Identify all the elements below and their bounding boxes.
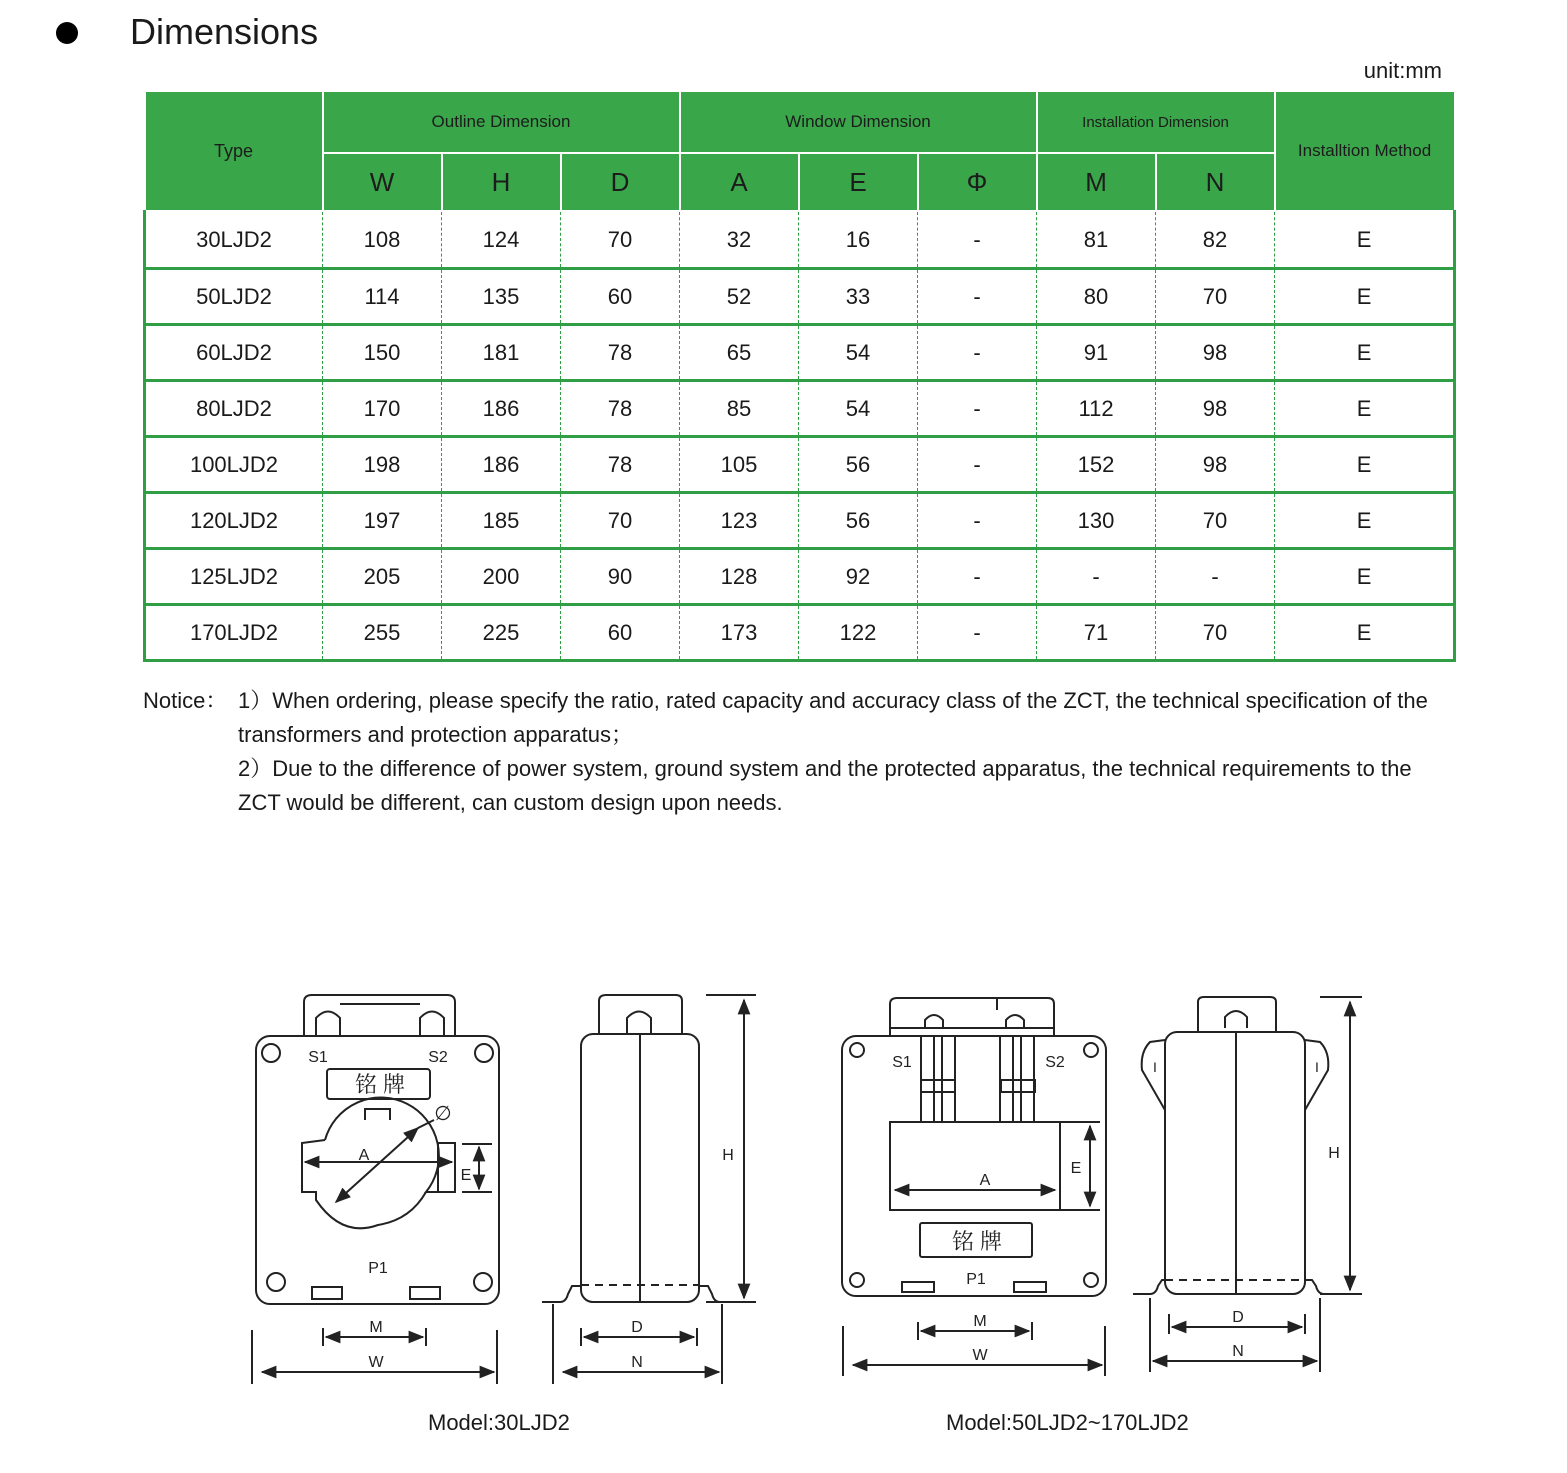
cell-e: 16 [799,211,918,269]
cell-method: E [1275,605,1455,661]
cell-phi: - [918,437,1037,493]
cell-e: 56 [799,437,918,493]
cell-n: 70 [1156,269,1275,325]
cell-e: 33 [799,269,918,325]
cell-w: 205 [323,549,442,605]
cell-e: 54 [799,325,918,381]
cell-w: 108 [323,211,442,269]
installation-method-header: Installtion Method [1275,91,1455,211]
page-title: Dimensions [130,11,319,52]
notice [143,684,1433,820]
cell-m: - [1037,549,1156,605]
cell-a: 123 [680,493,799,549]
cell-h: 200 [442,549,561,605]
cell-n: 82 [1156,211,1275,269]
unit-label: unit:mm [1363,58,1442,83]
side-view-30ljd2 [542,995,756,1384]
col-header-h: H [442,153,561,211]
cell-type: 125LJD2 [145,549,323,605]
cell-a: 52 [680,269,799,325]
cell-type: 60LJD2 [145,325,323,381]
cell-m: 91 [1037,325,1156,381]
cell-method: E [1275,381,1455,437]
cell-m: 81 [1037,211,1156,269]
i-label-left: I [1153,1059,1157,1075]
cell-method: E [1275,269,1455,325]
window-dimension-header: Window Dimension [680,91,1037,153]
cell-d: 60 [561,269,680,325]
dimensions-table [143,90,1456,662]
cell-phi: - [918,269,1037,325]
cell-m: 80 [1037,269,1156,325]
a-label-2: A [979,1172,991,1189]
m-label-2: M [973,1313,987,1330]
caption-30ljd2: Model:30LJD2 [428,1410,570,1435]
table-row [145,269,1455,325]
notice-item-2: 2）Due to the difference of power system, ground system and the protected apparatus, the technical requirements to the ZCT would be different, can custom design upon needs. [238,756,1412,815]
cell-phi: - [918,493,1037,549]
installation-dimension-header: Installation Dimension [1037,91,1275,153]
cell-type: 80LJD2 [145,381,323,437]
cell-a: 173 [680,605,799,661]
cell-a: 32 [680,211,799,269]
cell-w: 170 [323,381,442,437]
cell-n: 98 [1156,437,1275,493]
cell-e: 56 [799,493,918,549]
cell-d: 78 [561,381,680,437]
cell-m: 71 [1037,605,1156,661]
w-label-2: W [972,1347,988,1364]
cell-type: 50LJD2 [145,269,323,325]
w-label: W [368,1354,384,1371]
cell-d: 78 [561,325,680,381]
cell-w: 198 [323,437,442,493]
side-view-50-170ljd2 [1133,997,1362,1372]
cell-h: 186 [442,381,561,437]
cell-m: 112 [1037,381,1156,437]
cell-e: 54 [799,381,918,437]
cell-h: 135 [442,269,561,325]
front-view-30ljd2 [252,995,499,1384]
cell-h: 185 [442,493,561,549]
a-label: A [358,1147,370,1164]
cell-n: - [1156,549,1275,605]
table-row [145,437,1455,493]
cell-phi: - [918,325,1037,381]
h-label: H [722,1147,734,1164]
caption-50-170ljd2: Model:50LJD2~170LJD2 [946,1410,1189,1435]
cell-phi: - [918,549,1037,605]
cell-e: 92 [799,549,918,605]
cell-d: 70 [561,493,680,549]
n-label-2: N [1232,1343,1244,1360]
p1-label-2: P1 [966,1271,986,1288]
e-label: E [460,1167,472,1184]
cell-h: 181 [442,325,561,381]
front-view-50-170ljd2 [842,998,1106,1376]
cell-w: 150 [323,325,442,381]
e-label-2: E [1070,1160,1082,1177]
d-label-2: D [1232,1309,1244,1326]
cell-a: 128 [680,549,799,605]
table-row [145,549,1455,605]
cell-method: E [1275,437,1455,493]
cell-d: 78 [561,437,680,493]
cell-n: 98 [1156,381,1275,437]
cell-d: 90 [561,549,680,605]
table-body [145,211,1455,661]
s1-label-2: S1 [892,1054,912,1071]
h-label-2: H [1328,1145,1340,1162]
cell-phi: - [918,381,1037,437]
col-header-w: W [323,153,442,211]
cell-w: 197 [323,493,442,549]
outline-dimension-header: Outline Dimension [323,91,680,153]
col-header-e: E [799,153,918,211]
col-header-d: D [561,153,680,211]
cell-m: 130 [1037,493,1156,549]
notice-item-1: 1）When ordering, please specify the ratio, rated capacity and accuracy class of the ZCT, the technical specification of the transformers and protection apparatus； [238,688,1428,747]
col-header-n: N [1156,153,1275,211]
cell-n: 70 [1156,605,1275,661]
notice-lead: Notice： [143,688,228,713]
type-header: Type [145,91,323,211]
n-label: N [631,1354,643,1371]
cell-h: 225 [442,605,561,661]
table-row [145,325,1455,381]
cell-a: 105 [680,437,799,493]
cell-h: 124 [442,211,561,269]
p1-label: P1 [368,1260,388,1277]
cell-method: E [1275,325,1455,381]
cell-type: 100LJD2 [145,437,323,493]
cell-method: E [1275,493,1455,549]
col-header-phi: Φ [918,153,1037,211]
cell-method: E [1275,549,1455,605]
cell-n: 98 [1156,325,1275,381]
table-row [145,381,1455,437]
table-row [145,211,1455,269]
cell-w: 114 [323,269,442,325]
col-header-m: M [1037,153,1156,211]
cell-type: 30LJD2 [145,211,323,269]
i-label-right: I [1315,1059,1319,1075]
table-row [145,605,1455,661]
cell-phi: - [918,605,1037,661]
cell-d: 60 [561,605,680,661]
d-label: D [631,1319,643,1336]
phi-label: ∅ [434,1103,452,1125]
dimension-drawings [0,980,1567,1410]
cell-m: 152 [1037,437,1156,493]
s2-label: S2 [428,1049,448,1066]
cell-h: 186 [442,437,561,493]
s1-label: S1 [308,1049,328,1066]
cell-a: 65 [680,325,799,381]
cell-type: 120LJD2 [145,493,323,549]
nameplate-label: 铭 牌 [354,1072,406,1097]
cell-d: 70 [561,211,680,269]
s2-label-2: S2 [1045,1054,1065,1071]
cell-phi: - [918,211,1037,269]
cell-n: 70 [1156,493,1275,549]
bullet-icon [56,22,78,44]
col-header-a: A [680,153,799,211]
cell-e: 122 [799,605,918,661]
cell-method: E [1275,211,1455,269]
table-row [145,493,1455,549]
m-label: M [369,1319,383,1336]
nameplate-label-2: 铭 牌 [951,1229,1003,1254]
cell-w: 255 [323,605,442,661]
cell-a: 85 [680,381,799,437]
cell-type: 170LJD2 [145,605,323,661]
